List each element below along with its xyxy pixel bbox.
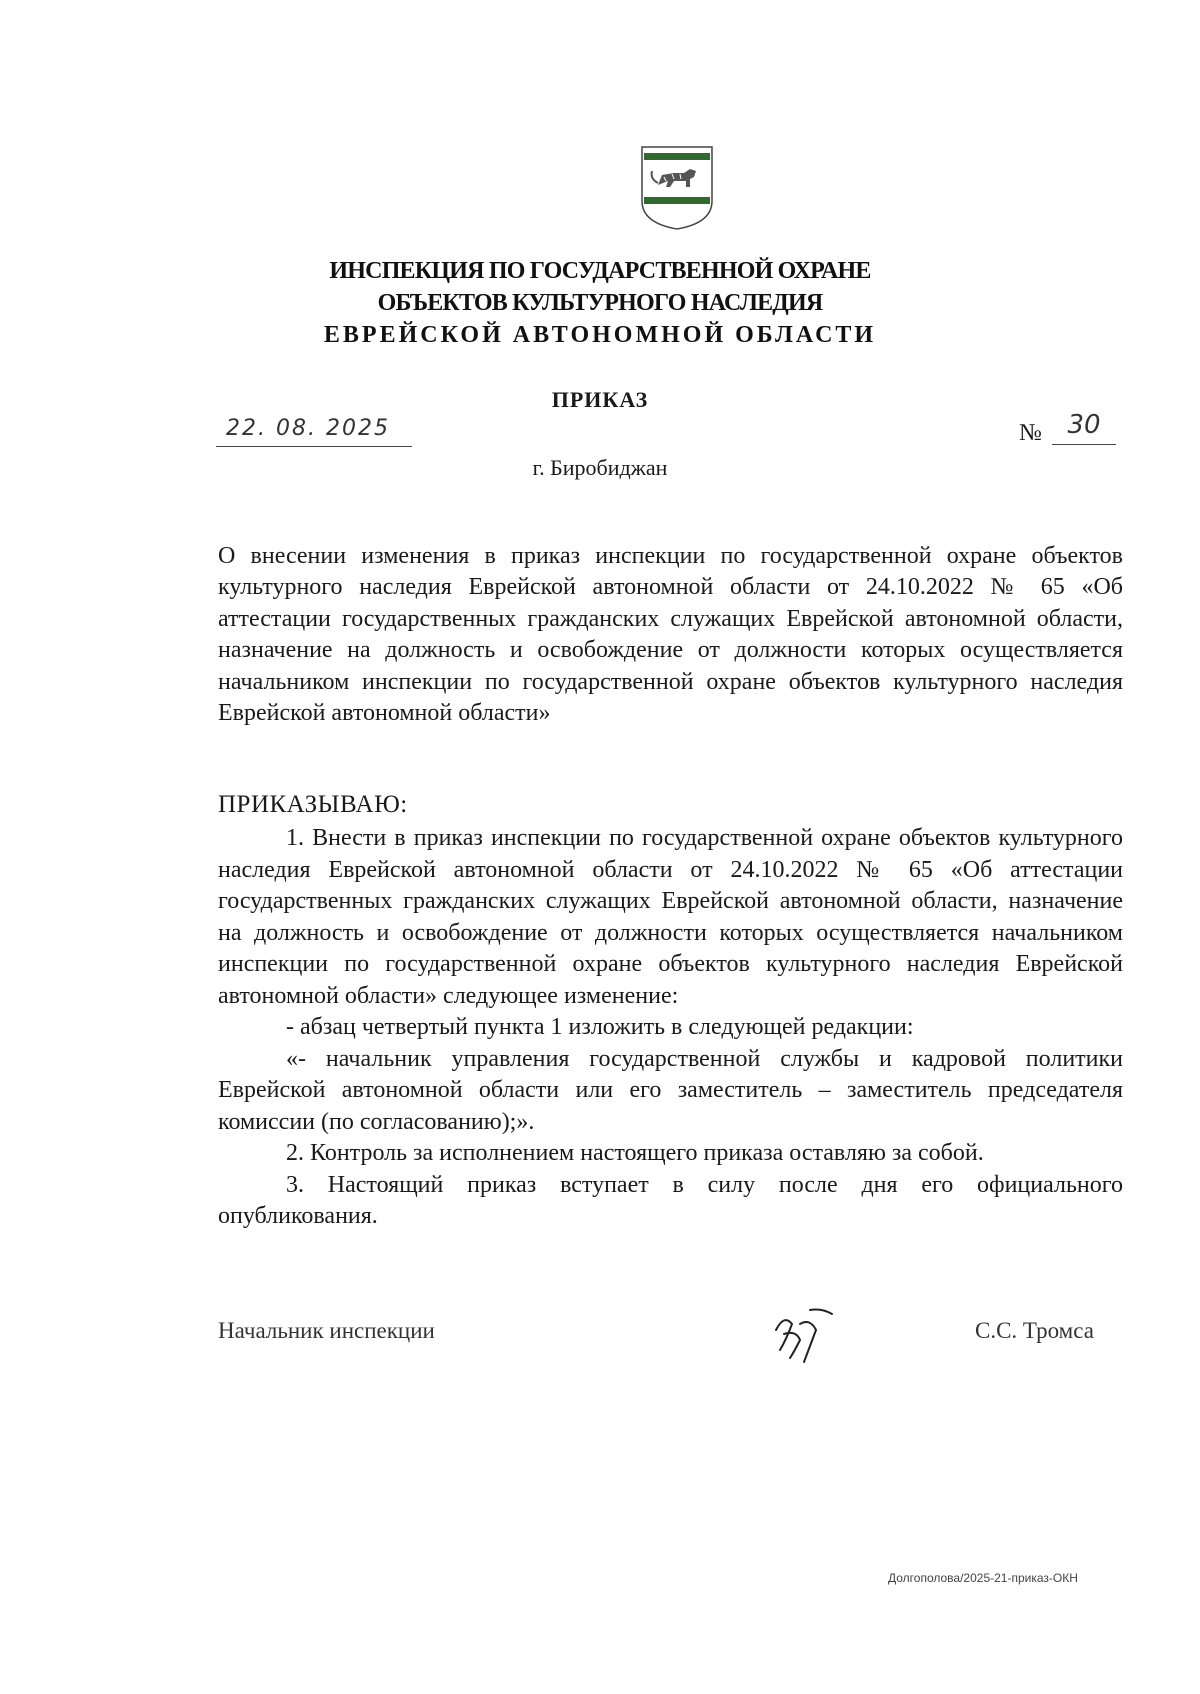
region-coat-of-arms-icon — [638, 143, 716, 231]
order-word: ПРИКАЗЫВАЮ: — [218, 791, 408, 818]
document-footer-code: Долгополова/2025-21-приказ-ОКН — [888, 1571, 1078, 1585]
signer-position: Начальник инспекции — [218, 1318, 435, 1343]
document-type: ПРИКАЗ — [551, 387, 649, 412]
order-date-field — [216, 416, 412, 447]
order-date: 22. 08. 2025 — [226, 416, 390, 441]
paragraph-4: 2. Контроль за исполнением настоящего приказа оставляю за собой. — [286, 1140, 984, 1166]
org-name-line-2: ОБЪЕКТОВ КУЛЬТУРНОГО НАСЛЕДИЯ — [377, 290, 823, 316]
number-sign: № — [1019, 420, 1042, 446]
signer-name: С.С. Тромса — [975, 1318, 1094, 1343]
order-body — [218, 823, 1123, 1233]
paragraph-2: - абзац четвертый пункта 1 изложить в следующей редакции: — [286, 1014, 914, 1040]
paragraph-5: 3. Настоящий приказ вступает в силу после дня его официального опубликования. — [218, 1171, 1123, 1229]
city: г. Биробиджан — [532, 455, 668, 480]
paragraph-3: «- начальник управления государственной службы и кадровой политики Еврейской автономной области или его заместитель – заместитель председателя комиссии (по согласованию);». — [218, 1045, 1123, 1135]
org-name-line-3: ЕВРЕЙСКОЙ АВТОНОМНОЙ ОБЛАСТИ — [323, 322, 877, 348]
order-number: 30 — [1052, 410, 1116, 445]
paragraph-1: 1. Внести в приказ инспекции по государственной охране объектов культурного наследия Еврейской автономной области от 24.10.2022 № 65 «Об аттестации государственных гражданских служащих Еврейской автономной области, назначение на должность и освобождение от должности которых осуществляется начальником инспекции по государственной охране объектов культурного наследия Еврейской автономной области» следующее изменение: — [218, 825, 1123, 1009]
order-title: О внесении изменения в приказ инспекции по государственной охране объектов культурного наследия Еврейской автономной области от 24.10.2022 № 65 «Об аттестации государственных гражданских служащих Еврейской автономной области, назначение на должность и освобождение от должности которых осуществляется начальником инспекции по государственной охране объектов культурного наследия Еврейской автономной области» — [218, 543, 1123, 727]
handwritten-signature-icon — [770, 1300, 840, 1364]
org-name-line-1: ИНСПЕКЦИЯ ПО ГОСУДАРСТВЕННОЙ ОХРАНЕ — [329, 258, 871, 284]
